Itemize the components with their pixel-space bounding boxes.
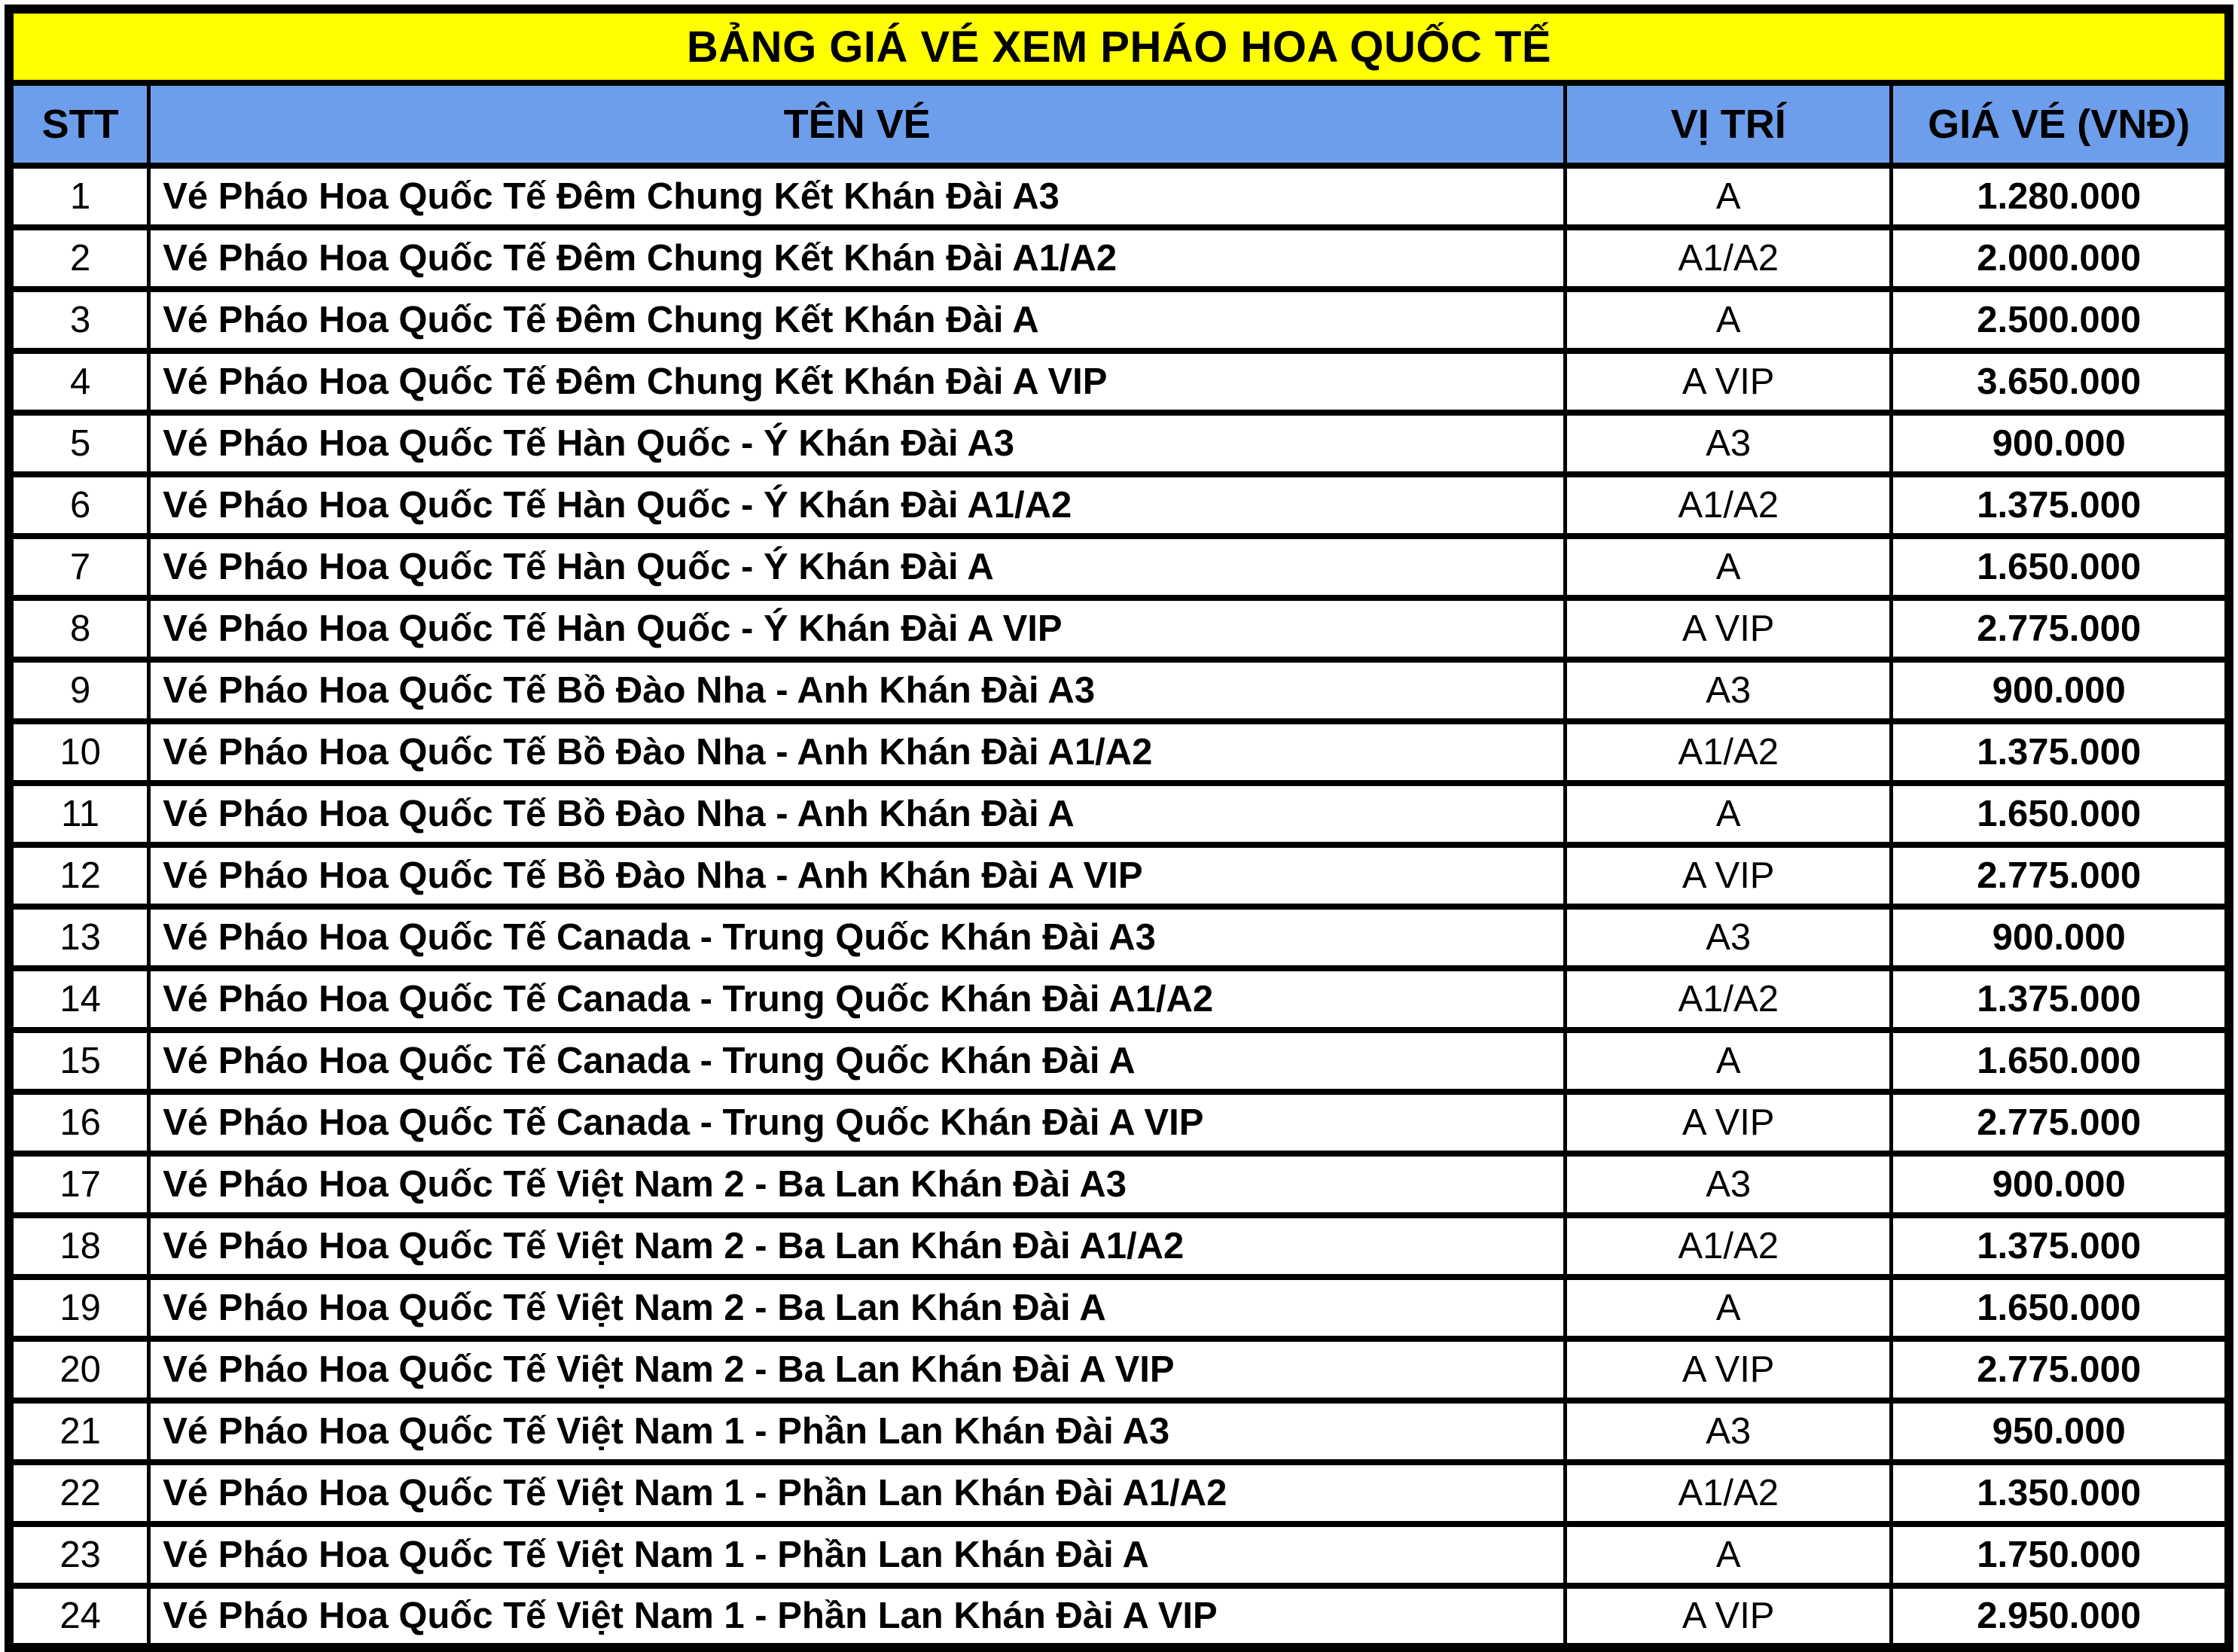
- table-row: [9, 968, 2229, 1030]
- table-row: [9, 289, 2229, 351]
- column-header-ten-ve: TÊN VÉ: [149, 83, 1566, 166]
- table-row: [9, 351, 2229, 413]
- price-cell: 2.775.000: [1892, 1092, 2229, 1154]
- position-cell: A: [1566, 1277, 1892, 1339]
- table-row: [9, 1154, 2229, 1215]
- position-cell: A VIP: [1566, 845, 1892, 907]
- position-cell: A VIP: [1566, 351, 1892, 413]
- position-cell: A: [1566, 289, 1892, 351]
- position-cell: A: [1566, 783, 1892, 845]
- price-cell: 2.950.000: [1892, 1586, 2229, 1647]
- column-header-gia-ve: GIÁ VÉ (VNĐ): [1892, 83, 2229, 166]
- stt-cell: 3: [9, 289, 149, 351]
- header-row: [9, 83, 2229, 166]
- price-cell: 1.375.000: [1892, 474, 2229, 536]
- price-cell: 950.000: [1892, 1401, 2229, 1462]
- price-cell: 2.000.000: [1892, 227, 2229, 289]
- ticket-name-cell: Vé Pháo Hoa Quốc Tế Hàn Quốc - Ý Khán Đài A1/A2: [149, 474, 1566, 536]
- ticket-name-cell: Vé Pháo Hoa Quốc Tế Bồ Đào Nha - Anh Khán Đài A VIP: [149, 845, 1566, 907]
- table-row: [9, 166, 2229, 227]
- ticket-name-cell: Vé Pháo Hoa Quốc Tế Bồ Đào Nha - Anh Khán Đài A1/A2: [149, 721, 1566, 783]
- stt-cell: 24: [9, 1586, 149, 1647]
- position-cell: A3: [1566, 413, 1892, 474]
- price-cell: 900.000: [1892, 660, 2229, 721]
- price-cell: 1.650.000: [1892, 536, 2229, 598]
- table-row: [9, 721, 2229, 783]
- stt-cell: 5: [9, 413, 149, 474]
- table-row: [9, 1215, 2229, 1277]
- title-row: [9, 9, 2229, 83]
- ticket-name-cell: Vé Pháo Hoa Quốc Tế Hàn Quốc - Ý Khán Đài A3: [149, 413, 1566, 474]
- stt-cell: 15: [9, 1030, 149, 1092]
- position-cell: A1/A2: [1566, 474, 1892, 536]
- ticket-name-cell: Vé Pháo Hoa Quốc Tế Canada - Trung Quốc Khán Đài A VIP: [149, 1092, 1566, 1154]
- stt-cell: 11: [9, 783, 149, 845]
- table-row: [9, 1092, 2229, 1154]
- ticket-name-cell: Vé Pháo Hoa Quốc Tế Hàn Quốc - Ý Khán Đài A: [149, 536, 1566, 598]
- price-cell: 900.000: [1892, 1154, 2229, 1215]
- price-cell: 900.000: [1892, 413, 2229, 474]
- table-row: [9, 1586, 2229, 1647]
- ticket-name-cell: Vé Pháo Hoa Quốc Tế Việt Nam 2 - Ba Lan Khán Đài A VIP: [149, 1339, 1566, 1401]
- stt-cell: 18: [9, 1215, 149, 1277]
- stt-cell: 4: [9, 351, 149, 413]
- stt-cell: 23: [9, 1524, 149, 1586]
- table-row: [9, 1401, 2229, 1462]
- position-cell: A: [1566, 536, 1892, 598]
- table-row: [9, 783, 2229, 845]
- table-row: [9, 598, 2229, 660]
- price-cell: 1.375.000: [1892, 968, 2229, 1030]
- table-row: [9, 1277, 2229, 1339]
- ticket-name-cell: Vé Pháo Hoa Quốc Tế Việt Nam 2 - Ba Lan Khán Đài A1/A2: [149, 1215, 1566, 1277]
- position-cell: A1/A2: [1566, 227, 1892, 289]
- table-row: [9, 536, 2229, 598]
- ticket-name-cell: Vé Pháo Hoa Quốc Tế Hàn Quốc - Ý Khán Đài A VIP: [149, 598, 1566, 660]
- ticket-name-cell: Vé Pháo Hoa Quốc Tế Canada - Trung Quốc Khán Đài A1/A2: [149, 968, 1566, 1030]
- ticket-name-cell: Vé Pháo Hoa Quốc Tế Việt Nam 1 - Phần Lan Khán Đài A3: [149, 1401, 1566, 1462]
- position-cell: A3: [1566, 1154, 1892, 1215]
- stt-cell: 7: [9, 536, 149, 598]
- stt-cell: 22: [9, 1462, 149, 1524]
- price-cell: 1.750.000: [1892, 1524, 2229, 1586]
- ticket-name-cell: Vé Pháo Hoa Quốc Tế Đêm Chung Kết Khán Đài A VIP: [149, 351, 1566, 413]
- ticket-name-cell: Vé Pháo Hoa Quốc Tế Bồ Đào Nha - Anh Khán Đài A: [149, 783, 1566, 845]
- price-cell: 1.350.000: [1892, 1462, 2229, 1524]
- stt-cell: 8: [9, 598, 149, 660]
- table-row: [9, 845, 2229, 907]
- stt-cell: 12: [9, 845, 149, 907]
- price-cell: 1.280.000: [1892, 166, 2229, 227]
- price-cell: 900.000: [1892, 907, 2229, 968]
- price-cell: 2.500.000: [1892, 289, 2229, 351]
- stt-cell: 2: [9, 227, 149, 289]
- table-row: [9, 227, 2229, 289]
- stt-cell: 21: [9, 1401, 149, 1462]
- price-cell: 2.775.000: [1892, 598, 2229, 660]
- price-cell: 1.650.000: [1892, 1277, 2229, 1339]
- stt-cell: 9: [9, 660, 149, 721]
- stt-cell: 17: [9, 1154, 149, 1215]
- ticket-name-cell: Vé Pháo Hoa Quốc Tế Việt Nam 2 - Ba Lan Khán Đài A3: [149, 1154, 1566, 1215]
- price-cell: 2.775.000: [1892, 1339, 2229, 1401]
- position-cell: A: [1566, 1030, 1892, 1092]
- position-cell: A VIP: [1566, 1339, 1892, 1401]
- position-cell: A1/A2: [1566, 1462, 1892, 1524]
- position-cell: A3: [1566, 660, 1892, 721]
- position-cell: A: [1566, 1524, 1892, 1586]
- table-row: [9, 474, 2229, 536]
- ticket-name-cell: Vé Pháo Hoa Quốc Tế Việt Nam 1 - Phần Lan Khán Đài A VIP: [149, 1586, 1566, 1647]
- price-cell: 1.650.000: [1892, 1030, 2229, 1092]
- ticket-name-cell: Vé Pháo Hoa Quốc Tế Canada - Trung Quốc Khán Đài A: [149, 1030, 1566, 1092]
- position-cell: A1/A2: [1566, 1215, 1892, 1277]
- stt-cell: 6: [9, 474, 149, 536]
- position-cell: A1/A2: [1566, 721, 1892, 783]
- position-cell: A3: [1566, 1401, 1892, 1462]
- column-header-vi-tri: VỊ TRÍ: [1566, 83, 1892, 166]
- price-cell: 1.650.000: [1892, 783, 2229, 845]
- position-cell: A3: [1566, 907, 1892, 968]
- stt-cell: 13: [9, 907, 149, 968]
- stt-cell: 14: [9, 968, 149, 1030]
- ticket-name-cell: Vé Pháo Hoa Quốc Tế Đêm Chung Kết Khán Đài A1/A2: [149, 227, 1566, 289]
- table-row: [9, 660, 2229, 721]
- table-row: [9, 413, 2229, 474]
- position-cell: A VIP: [1566, 1092, 1892, 1154]
- ticket-name-cell: Vé Pháo Hoa Quốc Tế Đêm Chung Kết Khán Đài A3: [149, 166, 1566, 227]
- price-cell: 1.375.000: [1892, 721, 2229, 783]
- position-cell: A VIP: [1566, 598, 1892, 660]
- price-cell: 1.375.000: [1892, 1215, 2229, 1277]
- table-row: [9, 1030, 2229, 1092]
- column-header-stt: STT: [9, 83, 149, 166]
- ticket-name-cell: Vé Pháo Hoa Quốc Tế Việt Nam 1 - Phần Lan Khán Đài A: [149, 1524, 1566, 1586]
- stt-cell: 19: [9, 1277, 149, 1339]
- stt-cell: 10: [9, 721, 149, 783]
- ticket-name-cell: Vé Pháo Hoa Quốc Tế Đêm Chung Kết Khán Đài A: [149, 289, 1566, 351]
- ticket-name-cell: Vé Pháo Hoa Quốc Tế Việt Nam 2 - Ba Lan Khán Đài A: [149, 1277, 1566, 1339]
- page-title: BẢNG GIÁ VÉ XEM PHÁO HOA QUỐC TẾ: [9, 9, 2229, 83]
- table-row: [9, 1462, 2229, 1524]
- stt-cell: 1: [9, 166, 149, 227]
- price-cell: 3.650.000: [1892, 351, 2229, 413]
- price-cell: 2.775.000: [1892, 845, 2229, 907]
- position-cell: A VIP: [1566, 1586, 1892, 1647]
- fireworks-ticket-price-table: [5, 5, 2233, 1652]
- ticket-name-cell: Vé Pháo Hoa Quốc Tế Bồ Đào Nha - Anh Khán Đài A3: [149, 660, 1566, 721]
- ticket-name-cell: Vé Pháo Hoa Quốc Tế Việt Nam 1 - Phần Lan Khán Đài A1/A2: [149, 1462, 1566, 1524]
- table-row: [9, 907, 2229, 968]
- ticket-name-cell: Vé Pháo Hoa Quốc Tế Canada - Trung Quốc Khán Đài A3: [149, 907, 1566, 968]
- stt-cell: 16: [9, 1092, 149, 1154]
- table-row: [9, 1339, 2229, 1401]
- position-cell: A1/A2: [1566, 968, 1892, 1030]
- stt-cell: 20: [9, 1339, 149, 1401]
- table-row: [9, 1524, 2229, 1586]
- position-cell: A: [1566, 166, 1892, 227]
